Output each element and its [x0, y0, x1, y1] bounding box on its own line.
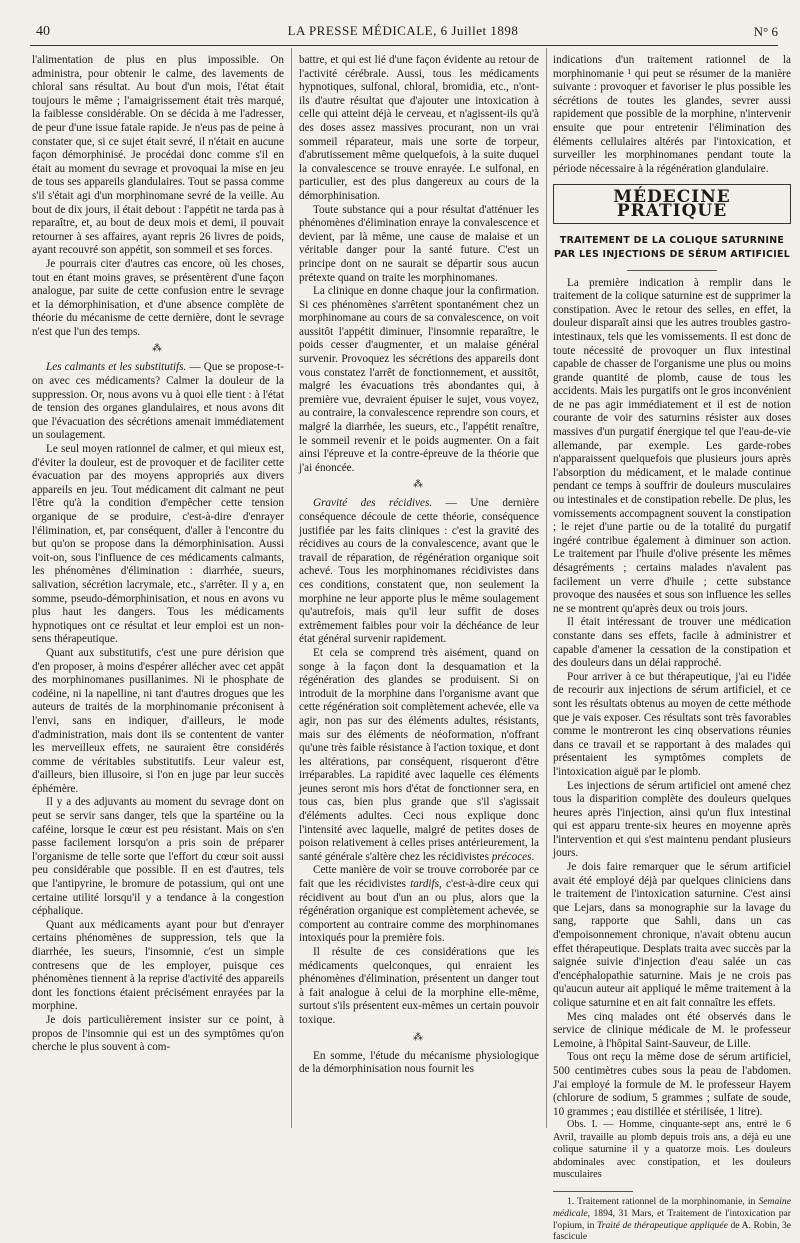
footnote-rule [553, 1191, 633, 1192]
page-number: 40 [36, 24, 50, 39]
section-separator: ⁂ [413, 1031, 425, 1043]
paragraph: Pour arriver à ce but thérapeutique, j'ai eu l'idée de recourir aux injections de sérum artificiel, et ce sont les résultats obtenus au moyen de cette méthode que je vais exposer. Ces résultats sont très favorables comme le montreront les cinq observations réunies dans ce travail et se rapportant à des malades qui présentaient les symptômes complets de l'intoxication aiguë par le plomb. [553, 670, 791, 778]
paragraph: La clinique en donne chaque jour la confirmation. Si ces phénomènes s'arrêtent spontanément chez un morphinomane au cours de sa convalescence, on voit aussitôt l'appétit diminuer, l'insomnie reparaître, le poids cesser d'augmenter, et un malaise général survenir. Provoquez les sécrétions des appareils dont vous constatez l'arrêt de fonctionnement, et aussitôt, malgré les évacuations très abondantes qui, à première vue, devraient épuiser le sujet, vous voyez, au contraire, la convalescence reprendre son cours, et malgré la diarrhée, les sueurs, etc., l'appétit renaître, le sommeil revenir et le poids augmenter. On a fait ainsi l'épreuve et la contre-épreuve de la théorie que j'ai énoncée. [299, 285, 539, 474]
emphasis: tardifs [410, 878, 439, 891]
paragraph: Je dois particulièrement insister sur ce point, à propos de l'insomnie qui est un des symptômes qu'on cherche le plus souvent à com- [32, 1013, 284, 1054]
column-2 [299, 54, 539, 1128]
section-title: Les calmants et les substitutifs. [46, 361, 187, 374]
text-run: Cette manière de voir se trouve corroborée par ce fait que les récidivistes [299, 864, 539, 891]
text-run: 1. Traitement rationnel de la morphinomanie, in [567, 1196, 759, 1208]
emphasis: Traité de thérapeutique appliquée [596, 1219, 728, 1231]
text-run: , c'est-à-dire ceux qui récidivent au bout d'un an ou plus, alors que la régénération organique est complètement achevée, se comportent au contraire comme des morphinomanes intoxiqués pour la première fois. [299, 878, 539, 945]
title-rule [627, 270, 717, 271]
paragraph: Je dois faire remarquer que le sérum artificiel avait été employé déjà par quelques cliniciens dans le traitement de l'intoxication saturnine. C'est ainsi que Lejars, dans sa monographie sur la lavage du sang, rapporte que Sahli, dans un cas d'empoisonnement chronique, n'avait obtenu aucun effet thérapeutique. Desplats traita avec succès par la saignée suivie d'injection d'eau salée un cas d'encéphalopathie saturnine. Mais je ne crois pas qu'aucun auteur ait appliqué le même traitement à la colique saturnine et en ait fait connaître les effets. [553, 861, 791, 1009]
issue-number: N° 6 [753, 24, 778, 39]
emphasis: Semaine médicale [553, 1196, 791, 1219]
paragraph: Le seul moyen rationnel de calmer, et qui mieux est, d'éviter la douleur, est de provoquer et de faciliter cette évacuation par des moyens appropriés aux divers appareils en jeu. Tout médicament dit calmant ne peut l'être qu'à la condition d'empêcher cette tension organique de se produire, c'est-à-dire d'enrayer l'élimination, et, par conséquent, d'aller à l'encontre du but qu'on se propose dans la démorphinisation. Aussi voit-on, sous l'influence de ces médicaments calmants, les phénomènes d'élimination : diarrhée, sueurs, salivation, sécrétion lacrymale, etc., s'arrêter. Il y a, en somme, pseudo-démorphinisation, et nous en avons vu plus haut les dangers. Tous les médicaments hypnotiques ont ce résultat et leur emploi est un non-sens thérapeutique. [32, 443, 284, 646]
page-header [28, 22, 778, 44]
paragraph: Quant aux médicaments ayant pour but d'enrayer certains phénomènes de suppression, tels que la diarrhée, les sueurs, l'insomnie, c'est un simple contresens que de les employer, puisque ces phénomènes tiennent à la reprise d'activité des appareils dont les fonctions étaient précisément enrayées par la morphine. [32, 918, 284, 1013]
paragraph: Mes cinq malades ont été observés dans le service de clinique médicale de M. le professeur Lemoine, à l'hôpital Saint-Sauveur, de Lille. [553, 1010, 791, 1050]
paragraph [299, 864, 539, 946]
section-title: Gravité des récidives. [313, 497, 433, 510]
paragraph: Tous ont reçu la même dose de sérum artificiel, 500 centimètres cubes sous la peau de l'abdomen. J'ai employé la formule de M. le professeur Hayem (chlorure de sodium, 5 grammes ; sulfate de soude, 10 grammes ; eau distillée et stérilisée, 1 litre). [553, 1051, 791, 1118]
paragraph: Quant aux substitutifs, c'est une pure dérision que d'en proposer, à moins d'espérer allécher avec cet appât des morphinomanes pusillanimes. Ni le phosphate de codéine, ni la napelline, ni tant d'autres drogues que les auteurs de traités de la morphinomanie préconisent à l'envi, sans en indiquer, d'ailleurs, le mode d'administration, mais dont ils se contentent de vanter les merveilleux effets, ne sauraient être considérés comme de véritables substitutifs. Leur valeur est, d'ailleurs, bien illusoire, si l'on en juge par leur succès éphémère. [32, 646, 284, 795]
section-text: — Que se propose-t-on avec ces médicaments? Calmer la douleur de la suppression. Or, nous avons vu à quoi elle tient : à l'état de tension des organes glandulaires, et nous avons dit que l'évacuation des sécrétions amenait immédiatement un soulagement. [32, 361, 285, 442]
header-rule [30, 45, 778, 46]
observation-1: Obs. I. — Homme, cinquante-sept ans, entré le 6 Avril, travaille au plomb depuis trois ans, a déjà eu une colique saturnine il y a quatorze mois. Les douleurs abdominales avec constipation, et les douleurs musculaires [553, 1119, 791, 1180]
paragraph: La première indication à remplir dans le traitement de la colique saturnine est de supprimer la constipation. Avec le retour des selles, en effet, la douleur disparaît ainsi que les autres troubles gastro-intestinaux, tels que les vomissements. Il est donc de toute nécessité de provoquer un flux intestinal capable de chasser de l'organisme une plus ou moins grande quantité de plomb, cause de tous les accidents. Mais les purgatifs ont le gros inconvénient de ne pas agir immédiatement et il est de notion courante de voir des saturnins résister aux doses massives d'un purgatif énergique tel que l'eau-de-vie allemande, par exemple. Les garde-robes n'apparaissent quelquefois que plusieurs jours après l'absorption du médicament, et le malade continue pendant ce temps à souffrir de douleurs musculaires ou intestinales et de constipation rebelle. De plus, les vomissements accompagnent souvent la constipation ; le rejet d'une partie ou de la totalité du purgatif ingéré contribue également à diminuer son action. Le traitement par l'huile d'olive présente les mêmes désagréments ; certains malades n'avalent pas facilement un verre d'huile ; cette substance provoque des nausées et sous son influence les selles ne se montrent qu'après deux ou trois jours. [553, 276, 791, 615]
paragraph: Il résulte de ces considérations que les médicaments quelconques, qui enraient les phénomènes d'élimination, présentent un danger tout à fait analogue à celui de la morphine elle-même, surtout s'ils présentent eux-mêmes un certain pouvoir toxique. [299, 946, 539, 1026]
text-run: Et cela se comprend très aisément, quand on songe à la façon dont la desquamation et la régénération des glandes se produisent. Si on introduit de la morphine dans l'organisme avant que cette régénération soit complètement achevée, elle va agir, non pas sur des éléments adultes, résistants, mais sur des éléments de néoformation, n'offrant qu'une très faible résistance à l'action toxique, et dont les altérations, par conséquent, risqueront d'être irréparables. La rapidité avec laquelle ces éléments jeunes seront mis hors d'état de fonctionner sera, en tous cas, bien plus grande que s'il s'agissait d'éléments adultes. Ceci nous explique donc l'intensité avec laquelle, malgré de petites doses de poison relativement à celles prises antérieurement, la santé générale s'altère chez les récidivistes [299, 646, 539, 863]
emphasis: précoces [491, 850, 532, 863]
section-calmants [32, 361, 284, 443]
footnote [553, 1196, 791, 1242]
column-3 [553, 54, 791, 1243]
text-run: de A. Robin, 3e fascicule [553, 1219, 791, 1243]
paragraph: Toute substance qui a pour résultat d'atténuer les phénomènes d'élimination enraye la convalescence et devient, par là même, une cause de malaise et un véritable danger pour la santé future. C'est un principe dont on ne saurait se départir sous aucun prétexte quand on traite les morphinomanes. [299, 203, 539, 284]
column-divider-1 [291, 48, 292, 1128]
rubric-title: MÉDECINE PRATIQUE [553, 184, 791, 223]
paragraph: Je pourrais citer d'autres cas encore, où les choses, tout en étant moins graves, se présentèrent d'une façon analogue, par suite de cette confusion entre le sevrage et la démorphinisation, et d'une absence complète de théorie du mécanisme de cette dernière, dont le sevrage n'est que l'un des temps. [32, 257, 284, 338]
section-recidives [299, 497, 539, 647]
text-run: . [531, 850, 535, 863]
paragraph: battre, et qui est lié d'une façon évidente au retour de l'activité cérébrale. Aussi, tous les médicaments hypnotiques, sulfonal, chloral, bromidia, etc., n'ont-ils d'autre résultat que d'ajouter une intoxication à celle qui atteint déjà le cerveau, et n'agissent-ils qu'à des doses assez massives procurant, non un vrai sommeil réparateur, mais une sorte de torpeur, d'abrutissement même quelquefois, à la suite duquel la convalescence se trouve enrayée. Le sulfonal, en particulier, est des plus dangereux au cours de la démorphinisation. [299, 54, 539, 202]
section-separator: ⁂ [413, 479, 425, 491]
paragraph: Les injections de sérum artificiel ont amené chez tous la disparition complète des douleurs quelques heures après l'injection, ainsi qu'un flux intestinal qui est apparu trente-six heures en moyenne après l'intervention et qui s'est maintenu pendant plusieurs jours. [553, 779, 791, 860]
paragraph: En somme, l'étude du mécanisme physiologique de la démorphinisation nous fournit les [299, 1049, 539, 1076]
paragraph: Il y a des adjuvants au moment du sevrage dont on peut se servir sans danger, tels que la spartéine ou la caféine, lorsque le cœur est peu résistant. Mais on s'en passe facilement lorsqu'on a pris soin de préparer l'organisme de telle sorte que l'effort du cœur soit aussi peu considérable que possible. Il en est d'autres, tels que l'antipyrine, le bromure de potassium, qui ont une certaine utilité lorsqu'il y a tendance à la congestion céphalique. [32, 796, 284, 918]
article-title-line-2: PAR LES INJECTIONS DE SÉRUM ARTIFICIEL [554, 248, 790, 260]
text-run: , 1894, 31 Mars, et Traitement de l'intoxication par l'opium, in [553, 1207, 791, 1231]
paragraph: indications d'un traitement rationnel de la morphinomanie ¹ qui peut se résumer de la manière suivante : provoquer et favoriser le plus possible les sécrétions de toutes les glandes, sevrer aussi rapidement que possible de la morphine, n'intervenir ensuite que pour entretenir l'élimination des éléments cellulaires altérés par l'intoxication, et surveiller les morphinomanes pendant toute la période nécessaire à la régénération glandulaire. [553, 54, 791, 175]
paragraph: Il était intéressant de trouver une médication constante dans ses effets, facile à administrer et capable d'amener la cessation de la constipation et des douleurs dans un délai rapproché. [553, 616, 791, 670]
article-title [553, 234, 791, 262]
article-title-line-1: TRAITEMENT DE LA COLIQUE SATURNINE [559, 234, 785, 246]
column-1 [32, 54, 284, 1128]
section-text: — Une dernière conséquence découle de cette théorie, conséquence justifiée par les faits cliniques : c'est la gravité des récidives au cours de la convalescence, avant que le travail de réparation, de régénération organique soit achevé. Tous les morphinomanes récidivistes dans ces conditions, constatent que, non seulement la morphine ne leur apporte plus le même soulagement qu'autrefois, mais qu'il leur suffit de doses extrêmement faibles pour voir la déchéance de leur état général survenir rapidement. [299, 497, 539, 646]
paragraph: l'alimentation de plus en plus impossible. On administra, pour obtenir le calme, des lavements de chloral sans résultat. Au bout d'un mois, l'état était toujours le même ; l'amaigrissement était très marqué, la faiblesse considérable. On se décida à me l'adresser, de peur d'une issue fatale rapide. Je n'eus pas de peine à constater que, si ce sujet était sevré, il n'était en aucune façon démorphinisé. Je procédai donc comme s'il en était au moment du sevrage et provoquai la mise en jeu de tous ses appareils glandulaires. Tout se passa comme s'il s'était agi d'un morphinomane sevré de la veille. Au bout de dix jours, il était debout : l'appétit ne tarda pas à reparaître, et, au bout de deux mois et demi, il pouvait retourner à ses affaires, ayant repris 26 livres de poids, ayant recouvré son appétit, son sommeil et ses forces. [32, 54, 284, 257]
section-separator: ⁂ [152, 343, 164, 355]
paragraph [299, 647, 539, 865]
journal-title: LA PRESSE MÉDICALE, 6 Juillet 1898 [287, 23, 519, 38]
column-divider-2 [546, 48, 547, 1128]
